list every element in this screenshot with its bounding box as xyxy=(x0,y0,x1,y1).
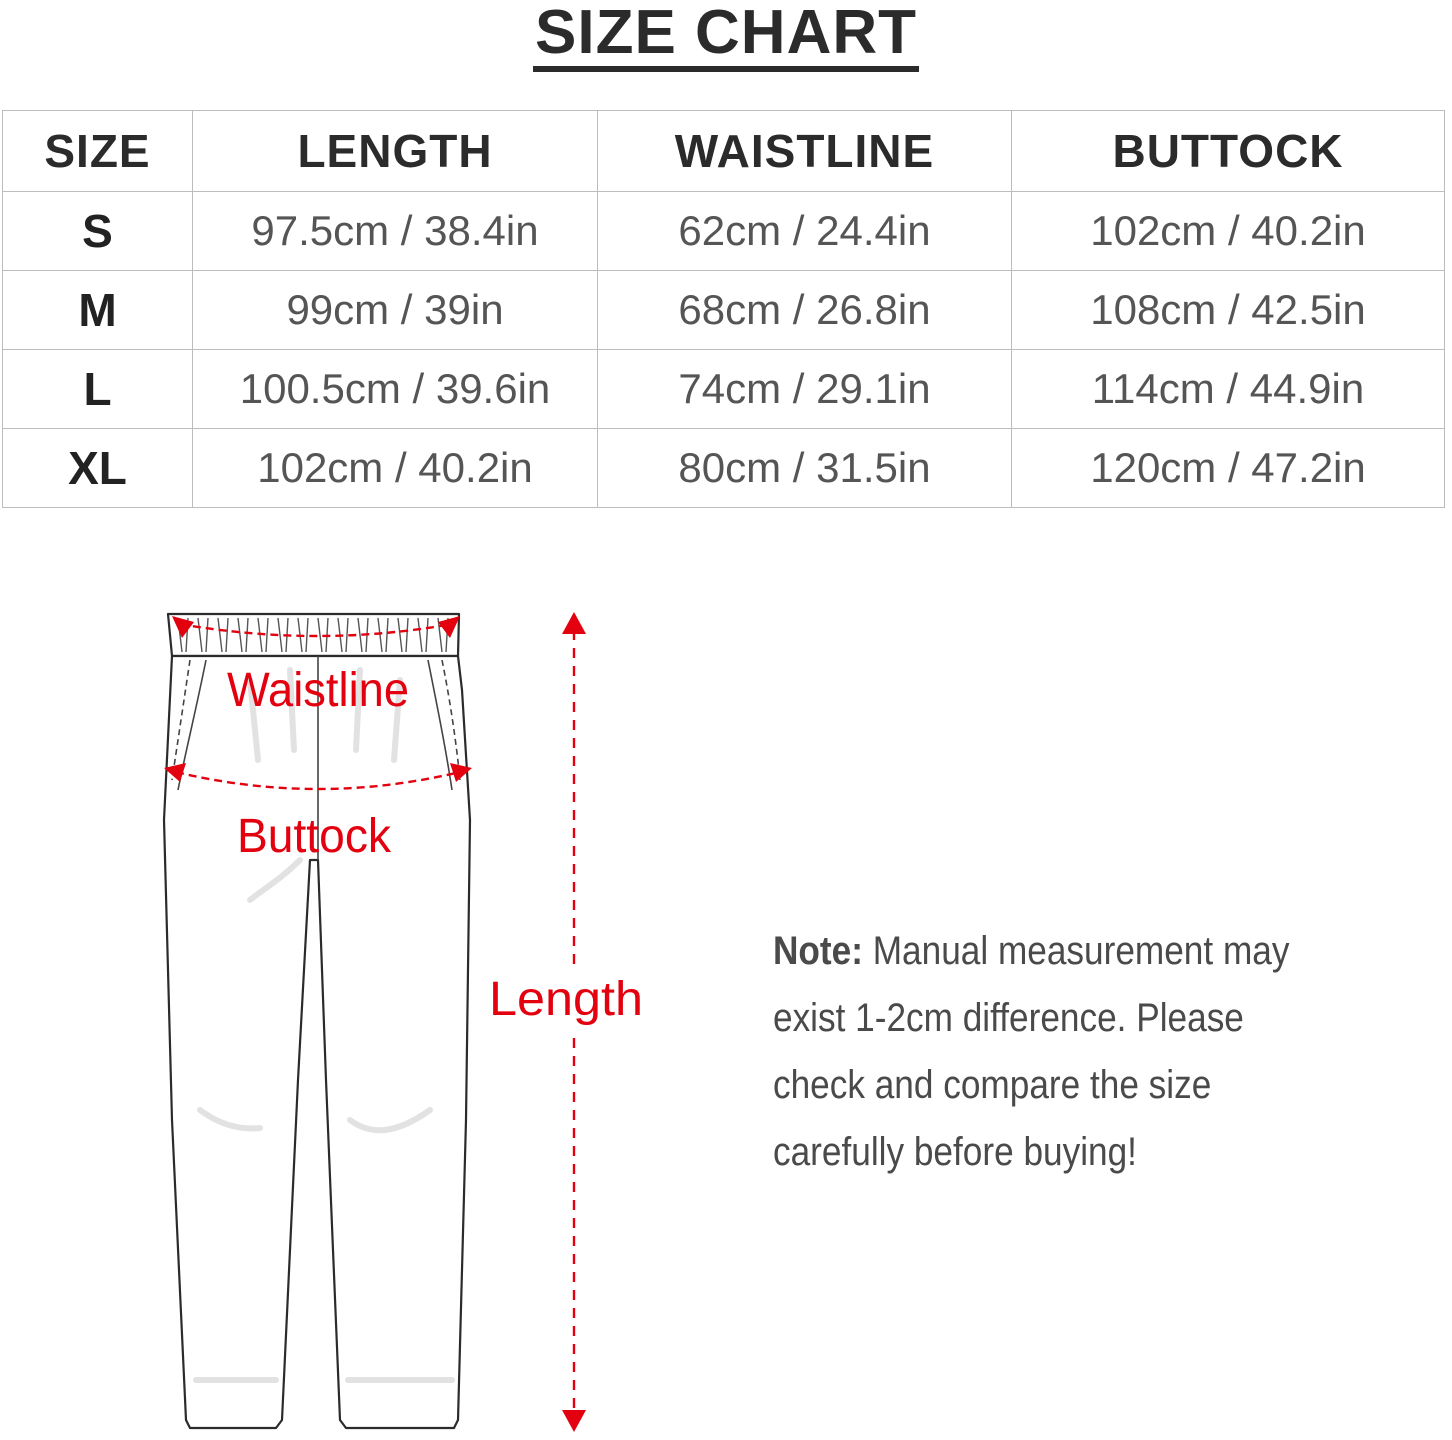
waistline-label: Waistline xyxy=(227,664,409,717)
table-row xyxy=(3,271,1445,350)
length-cell: 99cm / 39in xyxy=(193,271,598,350)
buttock-cell: 102cm / 40.2in xyxy=(1012,192,1445,271)
waistline-cell: 62cm / 24.4in xyxy=(598,192,1012,271)
page-title: SIZE CHART xyxy=(533,0,919,72)
waistline-cell: 80cm / 31.5in xyxy=(598,429,1012,508)
size-cell: M xyxy=(3,271,193,350)
size-cell: XL xyxy=(3,429,193,508)
header-size: SIZE xyxy=(3,111,193,192)
size-table xyxy=(2,110,1445,508)
size-cell: L xyxy=(3,350,193,429)
pants-outline xyxy=(164,614,470,1428)
size-cell: S xyxy=(3,192,193,271)
waistline-cell: 68cm / 26.8in xyxy=(598,271,1012,350)
waistline-cell: 74cm / 29.1in xyxy=(598,350,1012,429)
note-label: Note: xyxy=(773,929,863,973)
buttock-cell: 114cm / 44.9in xyxy=(1012,350,1445,429)
length-cell: 97.5cm / 38.4in xyxy=(193,192,598,271)
note-text: Manual measurement may exist 1-2cm difference. Please check and compare the size carefully before buying! xyxy=(773,929,1290,1174)
header-waistline: WAISTLINE xyxy=(598,111,1012,192)
pants-diagram xyxy=(0,560,720,1440)
length-label: Length xyxy=(489,973,643,1026)
length-arrowhead-bottom xyxy=(562,1410,586,1432)
buttock-cell: 120cm / 47.2in xyxy=(1012,429,1445,508)
measurement-note xyxy=(773,918,1336,1186)
header-length: LENGTH xyxy=(193,111,598,192)
size-chart-title-wrap xyxy=(0,0,1452,72)
length-cell: 102cm / 40.2in xyxy=(193,429,598,508)
table-row xyxy=(3,350,1445,429)
table-header-row xyxy=(3,111,1445,192)
buttock-label: Buttock xyxy=(237,810,392,863)
length-arrowhead-top xyxy=(562,612,586,634)
table-row xyxy=(3,429,1445,508)
table-row xyxy=(3,192,1445,271)
length-cell: 100.5cm / 39.6in xyxy=(193,350,598,429)
buttock-cell: 108cm / 42.5in xyxy=(1012,271,1445,350)
header-buttock: BUTTOCK xyxy=(1012,111,1445,192)
